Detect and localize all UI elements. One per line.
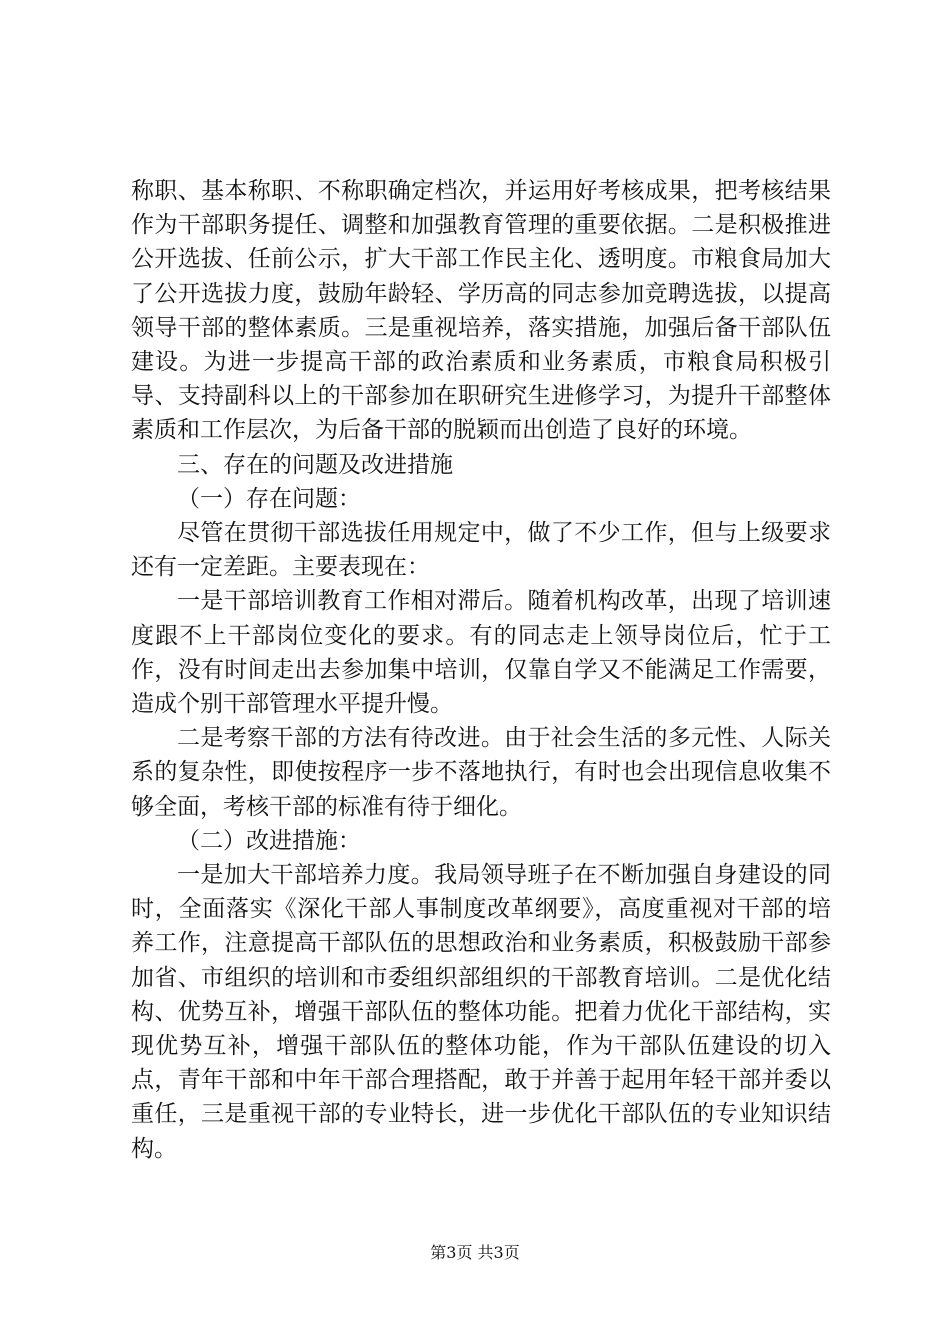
paragraph-gap-summary: 尽管在贯彻干部选拔任用规定中，做了不少工作，但与上级要求还有一定差距。主要表现在： bbox=[131, 520, 831, 581]
section-heading-problems-and-measures: 三、存在的问题及改进措施 bbox=[177, 451, 453, 478]
subheading-existing-problems: （一）存在问题： bbox=[177, 485, 361, 512]
paragraph-inspection-methods: 二是考察干部的方法有待改进。由于社会生活的多元性、人际关系的复杂性，即使按程序一步不落地执行，有时也会出现信息收集不够全面，考核干部的标准有待于细化。 bbox=[131, 725, 831, 820]
document-body bbox=[131, 174, 831, 1166]
page-footer: 第3页 共3页 bbox=[430, 1243, 520, 1262]
paragraph-appraisal-and-selection: 称职、基本称职、不称职确定档次，并运用好考核成果，把考核结果作为干部职务提任、调整和加强教育管理的重要依据。二是积极推进公开选拔、任前公示，扩大干部工作民主化、透明度。市粮食局加大了公开选拔力度，鼓励年龄轻、学历高的同志参加竞聘选拔，以提高领导干部的整体素质。三是重视培养，落实措施，加强后备干部队伍建设。为进一步提高干部的政治素质和业务素质，市粮食局积极引导、支持副科以上的干部参加在职研究生进修学习，为提升干部整体素质和工作层次，为后备干部的脱颖而出创造了良好的环境。 bbox=[131, 178, 831, 444]
paragraph-training-lag: 一是干部培训教育工作相对滞后。随着机构改革，出现了培训速度跟不上干部岗位变化的要求。有的同志走上领导岗位后，忙于工作，没有时间走出去参加集中培训，仅靠自学又不能满足工作需要，造成个别干部管理水平提升慢。 bbox=[131, 588, 831, 718]
subheading-improvement-measures: （二）改进措施： bbox=[177, 827, 361, 854]
paragraph-improvement-details: 一是加大干部培养力度。我局领导班子在不断加强自身建设的同时，全面落实《深化干部人事制度改革纲要》，高度重视对干部的培养工作，注意提高干部队伍的思想政治和业务素质，积极鼓励干部参加省、市组织的培训和市委组织部组织的干部教育培训。二是优化结构、优势互补，增强干部队伍的整体功能。把着力优化干部结构，实现优势互补，增强干部队伍的整体功能，作为干部队伍建设的切入点，青年干部和中年干部合理搭配，敢于并善于起用年轻干部并委以重任，三是重视干部的专业特长，进一步优化干部队伍的专业知识结构。 bbox=[131, 862, 831, 1162]
